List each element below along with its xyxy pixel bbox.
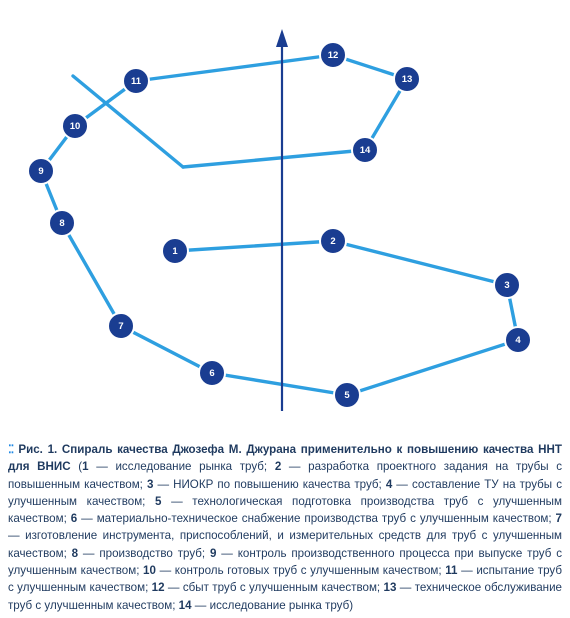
spiral-node-14	[352, 137, 378, 163]
spiral-segment-4-5	[347, 340, 518, 395]
spiral-node-3	[494, 272, 520, 298]
caption-item-number: 5	[155, 494, 162, 508]
caption-item-text: — производство труб;	[78, 546, 210, 560]
spiral-node-11	[123, 68, 149, 94]
caption-item-number: 9	[209, 546, 217, 560]
caption-item-text: — техническое обслуживание труб с улучшенным качеством;	[8, 581, 563, 612]
caption-item-number: 10	[143, 564, 156, 578]
node-label: 7	[118, 321, 124, 332]
caption-items	[8, 460, 562, 611]
caption-item-number: 2	[274, 460, 282, 474]
spiral-node-10	[62, 113, 88, 139]
spiral-nodes	[28, 42, 531, 408]
spiral-segment-2-3	[333, 241, 507, 285]
spiral-path	[41, 55, 518, 395]
caption-item-text: — испытание труб с улучшенным качеством;	[8, 564, 562, 595]
spiral-node-4	[505, 327, 531, 353]
node-label: 14	[359, 145, 371, 156]
caption-item-number: 14	[178, 598, 192, 612]
caption-close-paren: )	[349, 598, 354, 612]
node-label: 12	[327, 50, 339, 61]
node-label: 1	[172, 246, 178, 257]
caption-item-number: 3	[146, 477, 154, 491]
node-label: 5	[344, 390, 350, 401]
node-label: 11	[130, 76, 142, 87]
node-label: 9	[38, 166, 44, 177]
caption-item-number: 8	[71, 546, 79, 560]
spiral-node-7	[108, 313, 134, 339]
figure-caption	[8, 441, 562, 614]
spiral-node-12	[320, 42, 346, 68]
caption-item-text: — исследование рынка труб	[191, 598, 350, 612]
caption-item-number: 12	[151, 581, 165, 595]
node-label: 4	[515, 335, 521, 346]
caption-item-number: 13	[383, 581, 397, 595]
vertical-axis	[276, 29, 288, 411]
caption-item-text: — разработка проектного задания на трубы с повышенным качеством;	[8, 460, 562, 491]
caption-bullet: ⁚⁚	[8, 443, 14, 456]
node-label: 8	[59, 218, 65, 229]
node-label: 13	[401, 74, 413, 85]
spiral-segment-1-2	[175, 241, 333, 251]
caption-item-text: — контроль готовых труб с улучшенным качеством;	[155, 564, 446, 578]
spiral-segment-7-8	[62, 223, 121, 326]
axis-arrowhead	[276, 29, 288, 47]
spiral-node-9	[28, 158, 54, 184]
caption-item-number: 11	[445, 564, 458, 578]
caption-item-text: — контроль производственного процесса при выпуске труб с улучшенным качеством;	[8, 546, 562, 578]
spiral-node-6	[199, 360, 225, 386]
caption-item-text: — сбыт труб с улучшенным качеством;	[164, 581, 384, 595]
caption-item-text: — НИОКР по повышению качества труб;	[153, 477, 386, 491]
caption-item-text: — исследование рынка труб;	[88, 460, 275, 474]
spiral-node-1	[162, 238, 188, 264]
caption-open-paren: (	[70, 460, 83, 474]
spiral-node-8	[49, 210, 75, 236]
spiral-segment-11-12	[136, 55, 333, 81]
node-label: 6	[209, 368, 215, 379]
caption-item-number: 6	[70, 512, 78, 526]
caption-item-text: — изготовление инструмента, приспособлений, и измерительных средств для труб с улучшенным качеством;	[8, 529, 562, 560]
spiral-segment-6-7	[121, 326, 212, 373]
caption-item-text: — материально-техническое снабжение производства труб с улучшенным качеством;	[77, 512, 556, 526]
spiral-node-5	[334, 382, 360, 408]
caption-item-number: 1	[82, 460, 89, 474]
node-label: 3	[504, 280, 510, 291]
caption-item-number: 7	[555, 512, 562, 526]
node-label: 10	[69, 121, 81, 132]
caption-title: Рис. 1. Спираль качества Джозефа М. Джурана применительно к повышению качества ННТ для ВНИС	[8, 443, 562, 474]
spiral-segment-5-6	[212, 373, 347, 395]
spiral-node-2	[320, 228, 346, 254]
caption-item-number: 4	[385, 477, 393, 491]
caption-item-text: — составление ТУ на трубы с улучшенным качеством;	[8, 477, 562, 508]
spiral-node-13	[394, 66, 420, 92]
spiral-tail-segment	[183, 150, 365, 167]
caption-item-text: — технологическая подготовка производства труб с улучшенным качеством;	[8, 494, 562, 526]
node-label: 2	[330, 236, 336, 247]
